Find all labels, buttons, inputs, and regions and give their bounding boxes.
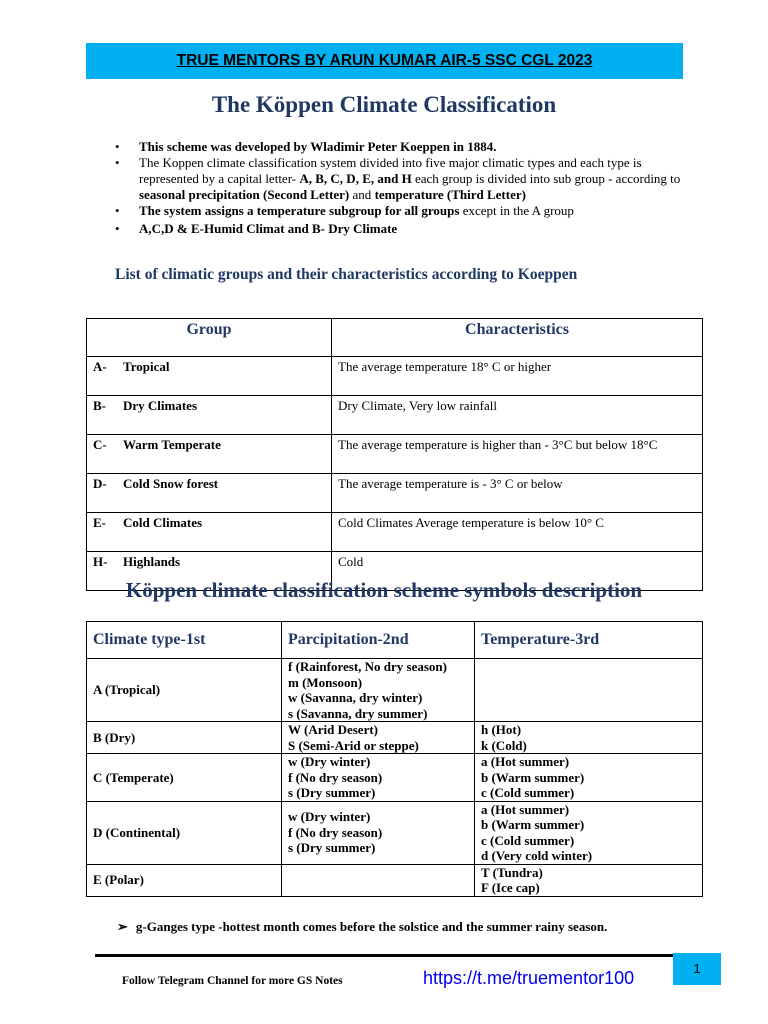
- footer-text: Follow Telegram Channel for more GS Notes: [122, 975, 343, 987]
- group-name: Highlands: [123, 554, 181, 569]
- table-row: [87, 754, 703, 802]
- precip-item: f (Rainforest, No dry season): [288, 659, 447, 674]
- temp-item: F (Ice cap): [481, 880, 540, 895]
- temp-item: c (Cold summer): [481, 832, 575, 848]
- temp-item: h (Hot): [481, 722, 522, 737]
- precipitation-cell: [282, 864, 475, 896]
- bullet-text: A,C,D & E-Humid Climat and B- Dry Climate: [139, 221, 398, 236]
- column-header-climate-type: Climate type-1st: [87, 622, 282, 659]
- temp-item: k (Cold): [481, 737, 527, 753]
- characteristics-cell: The average temperature 18° C or higher: [332, 357, 703, 396]
- bullet-icon: •: [115, 221, 120, 236]
- temp-item: b (Warm summer): [481, 817, 585, 832]
- group-cell: [87, 435, 332, 474]
- groups-heading: List of climatic groups and their characteristics according to Koeppen: [115, 266, 578, 283]
- characteristics-cell: Dry Climate, Very low rainfall: [332, 396, 703, 435]
- precip-item: f (No dry season): [288, 769, 383, 785]
- bullet-text: This scheme was developed by Wladimir Peter Koeppen in 1884.: [139, 139, 497, 154]
- group-cell: [87, 357, 332, 396]
- group-name: Dry Climates: [123, 398, 198, 413]
- bullet-icon: •: [115, 155, 120, 170]
- bullet-text: except in the A group: [459, 203, 574, 218]
- column-header-group: Group: [87, 319, 332, 357]
- climate-type-cell: E (Polar): [87, 864, 282, 896]
- footer-divider: [95, 954, 673, 957]
- page-title: The Köppen Climate Classification: [211, 92, 557, 117]
- precipitation-cell: [282, 801, 475, 864]
- characteristics-cell: Cold: [332, 552, 703, 591]
- group-code: B-: [93, 398, 106, 413]
- group-code: C-: [93, 437, 107, 452]
- table-row: [87, 513, 703, 552]
- group-code: H-: [93, 554, 108, 569]
- table-row: [87, 722, 703, 754]
- telegram-link[interactable]: https://t.me/truementor100: [423, 968, 635, 988]
- precip-item: w (Dry winter): [288, 809, 371, 825]
- group-name: Cold Climates: [123, 515, 203, 530]
- temperature-cell: [475, 864, 703, 896]
- precip-item: S (Semi-Arid or steppe): [288, 737, 419, 753]
- table-row: [87, 474, 703, 513]
- precip-item: f (No dry season): [288, 824, 383, 840]
- group-cell: [87, 513, 332, 552]
- column-header-precipitation: Parcipitation-2nd: [282, 622, 475, 659]
- ganges-note: [117, 919, 607, 935]
- column-header-characteristics: Characteristics: [332, 319, 703, 357]
- bullet-emphasis: seasonal precipitation (Second Letter): [139, 187, 350, 202]
- climate-type-cell: B (Dry): [87, 722, 282, 754]
- table-header-row: [87, 319, 703, 357]
- table-row: [87, 396, 703, 435]
- column-header-temperature: Temperature-3rd: [475, 622, 703, 659]
- precipitation-cell: [282, 659, 475, 722]
- scheme-heading: Köppen climate classification scheme symbols description: [125, 578, 643, 602]
- temp-item: a (Hot summer): [481, 801, 570, 817]
- banner-text: TRUE MENTORS BY ARUN KUMAR AIR-5 SSC CGL 2023: [176, 52, 593, 69]
- intro-bullet-list: [115, 139, 695, 237]
- temp-item: c (Cold summer): [481, 785, 575, 800]
- group-code: E-: [93, 515, 106, 530]
- table-row: [87, 864, 703, 896]
- bullet-text: The Koppen climate classification system divided into five major climatic types and each type is represented by a capital letter-: [139, 155, 642, 186]
- group-name: Tropical: [123, 359, 170, 374]
- table-row: [87, 357, 703, 396]
- characteristics-cell: The average temperature is - 3° C or below: [332, 474, 703, 513]
- characteristics-cell: Cold Climates Average temperature is below 10° C: [332, 513, 703, 552]
- precipitation-cell: [282, 722, 475, 754]
- table-row: [87, 659, 703, 722]
- precip-item: m (Monsoon): [288, 674, 363, 690]
- precip-item: s (Dry summer): [288, 785, 376, 800]
- bullet-item: [115, 155, 695, 203]
- bullet-emphasis: temperature (Third Letter): [374, 187, 526, 202]
- climate-type-cell: A (Tropical): [87, 659, 282, 722]
- bullet-icon: •: [115, 203, 120, 218]
- note-text: g-Ganges type -hottest month comes before the solstice and the summer rainy season.: [135, 919, 608, 934]
- precip-item: W (Arid Desert): [288, 722, 379, 737]
- group-name: Cold Snow forest: [123, 476, 219, 491]
- arrow-bullet-icon: ➢: [117, 919, 128, 934]
- bullet-text: each group is divided into sub group - according to: [411, 171, 681, 186]
- bullet-item: [115, 221, 695, 237]
- bullet-emphasis: The system assigns a temperature subgroup for all groups: [139, 203, 460, 218]
- temp-item: b (Warm summer): [481, 769, 585, 785]
- precip-item: w (Savanna, dry winter): [288, 690, 423, 705]
- temperature-cell: [475, 659, 703, 722]
- temp-item: a (Hot summer): [481, 754, 570, 769]
- climate-type-cell: D (Continental): [87, 801, 282, 864]
- precip-item: s (Savanna, dry summer): [288, 705, 428, 721]
- temp-item: T (Tundra): [481, 864, 543, 880]
- header-banner: [86, 43, 683, 79]
- page-number: 1: [673, 953, 721, 985]
- symbols-description-table: [86, 621, 703, 897]
- group-name: Warm Temperate: [123, 437, 221, 452]
- bullet-item: [115, 203, 695, 219]
- bullet-emphasis: A, B, C, D, E, and H: [299, 171, 412, 186]
- group-cell: [87, 396, 332, 435]
- bullet-item: [115, 139, 695, 155]
- temperature-cell: [475, 722, 703, 754]
- table-row: [87, 801, 703, 864]
- table-header-row: [87, 622, 703, 659]
- table-row: [87, 435, 703, 474]
- characteristics-cell: The average temperature is higher than - 3°C but below 18°C: [332, 435, 703, 474]
- temp-item: d (Very cold winter): [481, 848, 593, 863]
- bullet-text: and: [349, 187, 375, 202]
- temperature-cell: [475, 801, 703, 864]
- precip-item: w (Dry winter): [288, 754, 371, 769]
- climate-type-cell: C (Temperate): [87, 754, 282, 802]
- bullet-icon: •: [115, 139, 120, 154]
- group-code: A-: [93, 359, 107, 374]
- group-code: D-: [93, 476, 107, 491]
- precipitation-cell: [282, 754, 475, 802]
- precip-item: s (Dry summer): [288, 840, 376, 856]
- group-cell: [87, 474, 332, 513]
- temperature-cell: [475, 754, 703, 802]
- climatic-groups-table: [86, 318, 703, 591]
